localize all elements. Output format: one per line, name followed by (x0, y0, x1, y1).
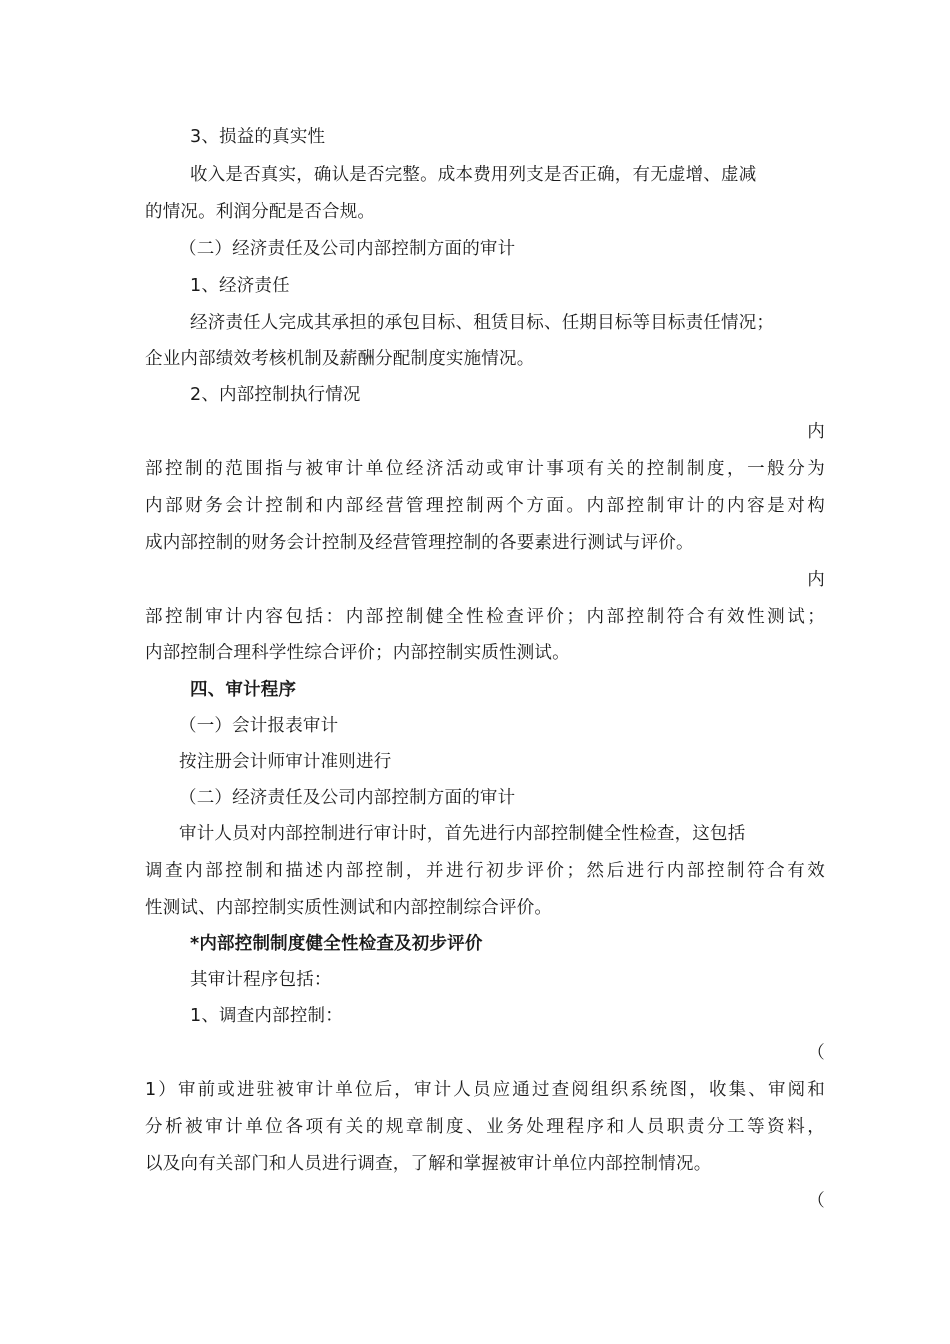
paragraph-line-fragment: （ (807, 1191, 825, 1211)
paragraph-line: 按注册会计师审计准则进行 (179, 752, 392, 772)
paragraph-line: 部控制的范围指与被审计单位经济活动或审计事项有关的控制制度，一般分为 (145, 459, 825, 479)
subheading-economic-responsibility: 1、经济责任 (190, 276, 290, 296)
paragraph-line: 以及向有关部门和人员进行调查，了解和掌握被审计单位内部控制情况。 (145, 1154, 712, 1174)
section-heading-economic-responsibility: （二）经济责任及公司内部控制方面的审计 (179, 239, 516, 259)
paragraph-line: 内部控制合理科学性综合评价；内部控制实质性测试。 (145, 643, 570, 663)
subheading-internal-control-execution: 2、内部控制执行情况 (190, 385, 361, 405)
subheading-profit-loss-authenticity: 3、损益的真实性 (190, 127, 326, 147)
paragraph-line: 企业内部绩效考核机制及薪酬分配制度实施情况。 (145, 349, 535, 369)
subheading-internal-control-check: *内部控制制度健全性检查及初步评价 (190, 934, 483, 954)
section-heading-audit-procedure: 四、审计程序 (190, 680, 297, 700)
subheading-financial-statement-audit: （一）会计报表审计 (179, 716, 339, 736)
paragraph-line: 内部财务会计控制和内部经营管理控制两个方面。内部控制审计的内容是对构 (145, 496, 825, 516)
paragraph-line: 的情况。利润分配是否合规。 (145, 202, 376, 222)
paragraph-line: 调查内部控制和描述内部控制，并进行初步评价；然后进行内部控制符合有效 (145, 861, 825, 881)
paragraph-line-fragment: 内 (807, 422, 825, 442)
paragraph-line: 审计人员对内部控制进行审计时，首先进行内部控制健全性检查，这包括 (179, 824, 746, 844)
paragraph-line: 性测试、内部控制实质性测试和内部控制综合评价。 (145, 898, 553, 918)
subheading-economic-responsibility-audit: （二）经济责任及公司内部控制方面的审计 (179, 788, 516, 808)
paragraph-line: 其审计程序包括： (190, 970, 332, 990)
paragraph-line: 部控制审计内容包括：内部控制健全性检查评价；内部控制符合有效性测试； (145, 607, 825, 627)
paragraph-line-fragment: （ (807, 1043, 825, 1063)
paragraph-line: 成内部控制的财务会计控制及经营管理控制的各要素进行测试与评价。 (145, 533, 694, 553)
paragraph-line: 经济责任人完成其承担的承包目标、租赁目标、任期目标等目标责任情况； (190, 313, 775, 333)
subheading-investigate-internal-control: 1、调查内部控制： (190, 1006, 343, 1026)
paragraph-line-fragment: 内 (807, 570, 825, 590)
paragraph-line: 收入是否真实，确认是否完整。成本费用列支是否正确，有无虚增、虚减 (190, 165, 757, 185)
paragraph-line: 1）审前或进驻被审计单位后，审计人员应通过查阅组织系统图，收集、审阅和 (145, 1080, 825, 1100)
paragraph-line: 分析被审计单位各项有关的规章制度、业务处理程序和人员职责分工等资料， (145, 1117, 825, 1137)
